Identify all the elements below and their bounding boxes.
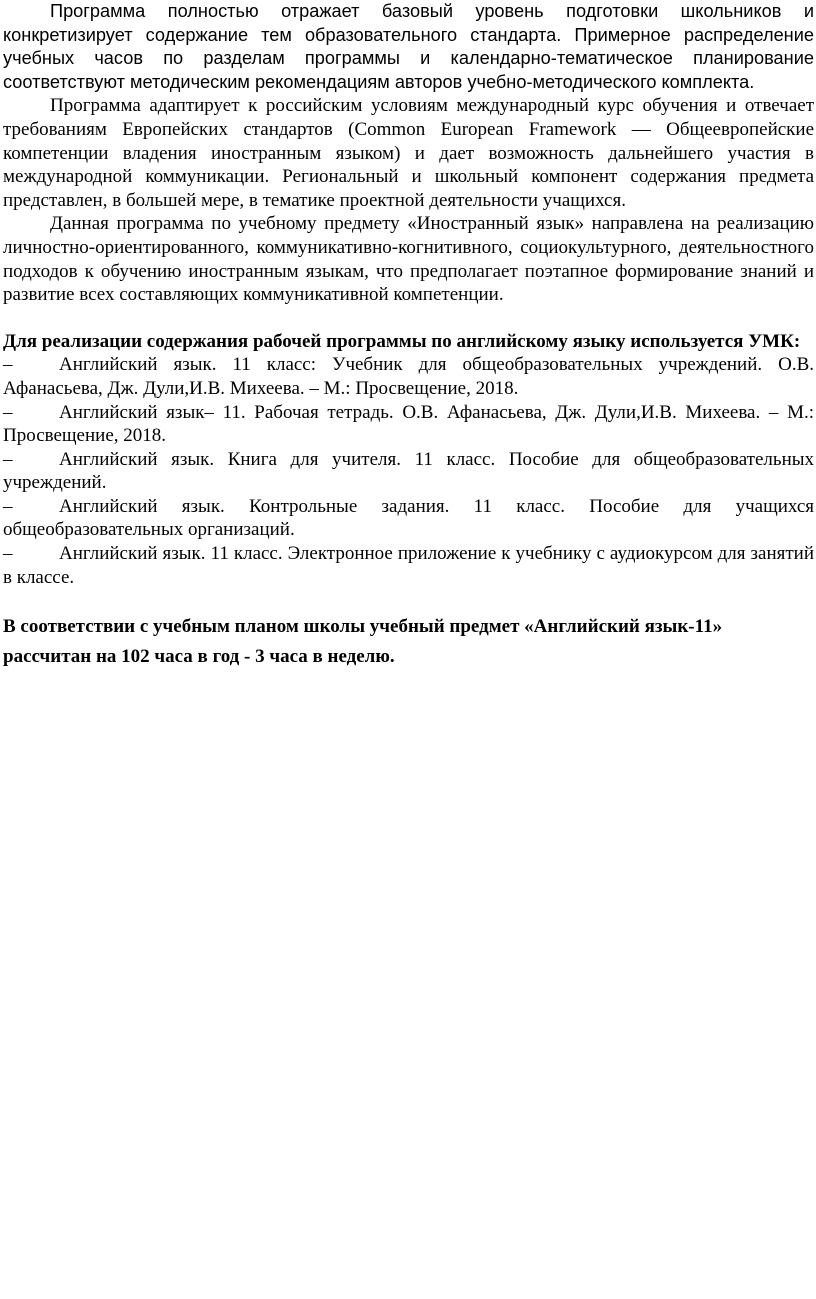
paragraph-adaptation: Программа адаптирует к российским условиям международный курс обучения и отвечает требованиям Европейских стандартов (Common European Framework — Общеевропейские компетенции владения иностранным языком) и дает возможность дальнейшего участия в международной коммуникации. Региональный и школьный компонент содержания предмета представлен, в большей мере, в тематике проектной деятельности учащихся. xyxy=(3,95,814,211)
paragraph-approach: Данная программа по учебному предмету «Иностранный язык» направлена на реализацию личностно-ориентированного, коммуникативно-когнитивного, социокультурного, деятельностного подходов к обучению иностранным языкам, что предполагает поэтапное формирование знаний и развитие всех составляющих коммуникативной компетенции. xyxy=(3,213,814,306)
umk-item-text: Английский язык. 11 класс: Учебник для общеобразовательных учреждений. О.В. Афанасьева, Дж. Дули,И.В. Михеева. – М.: Просвещение, 2018. xyxy=(3,354,814,399)
umk-item-teacher-book xyxy=(3,448,814,495)
spacer xyxy=(3,307,814,330)
umk-item-text: Английский язык. 11 класс. Электронное приложение к учебнику с аудиокурсом для занятий в классе. xyxy=(3,543,814,588)
umk-item-tests xyxy=(3,495,814,542)
list-dash: – xyxy=(3,354,13,376)
list-dash: – xyxy=(3,401,13,423)
umk-item-workbook xyxy=(3,401,814,448)
list-dash: – xyxy=(3,543,13,565)
umk-heading: Для реализации содержания рабочей программы по английскому языку используется УМК: xyxy=(3,330,801,352)
list-dash: – xyxy=(3,495,13,517)
umk-item-text: Английский язык. Книга для учителя. 11 класс. Пособие для общеобразовательных учреждений. xyxy=(3,448,814,494)
umk-item-textbook xyxy=(3,353,814,400)
umk-item-text: Английский язык– 11. Рабочая тетрадь. О.В. Афанасьева, Дж. Дули,И.В. Михеева. – М.: Просвещение, 2018. xyxy=(3,401,814,447)
closing-statement: В соответствии с учебным планом школы учебный предмет «Английский язык-11» рассчитан на 102 часа в год - 3 часа в неделю. xyxy=(3,616,723,668)
paragraph-intro: Программа полностью отражает базовый уровень подготовки школьников и конкретизирует содержание тем образовательного стандарта. Примерное распределение учебных часов по разделам программы и календарно-тематическое планирование соответствуют методическим рекомендациям авторов учебно-методического комплекта. xyxy=(3,1,814,92)
spacer xyxy=(3,589,814,612)
list-dash: – xyxy=(3,448,13,470)
umk-item-electronic xyxy=(3,542,814,589)
document-page xyxy=(3,0,814,672)
umk-item-text: Английский язык. Контрольные задания. 11 класс. Пособие для учащихся общеобразовательных организаций. xyxy=(3,495,814,541)
